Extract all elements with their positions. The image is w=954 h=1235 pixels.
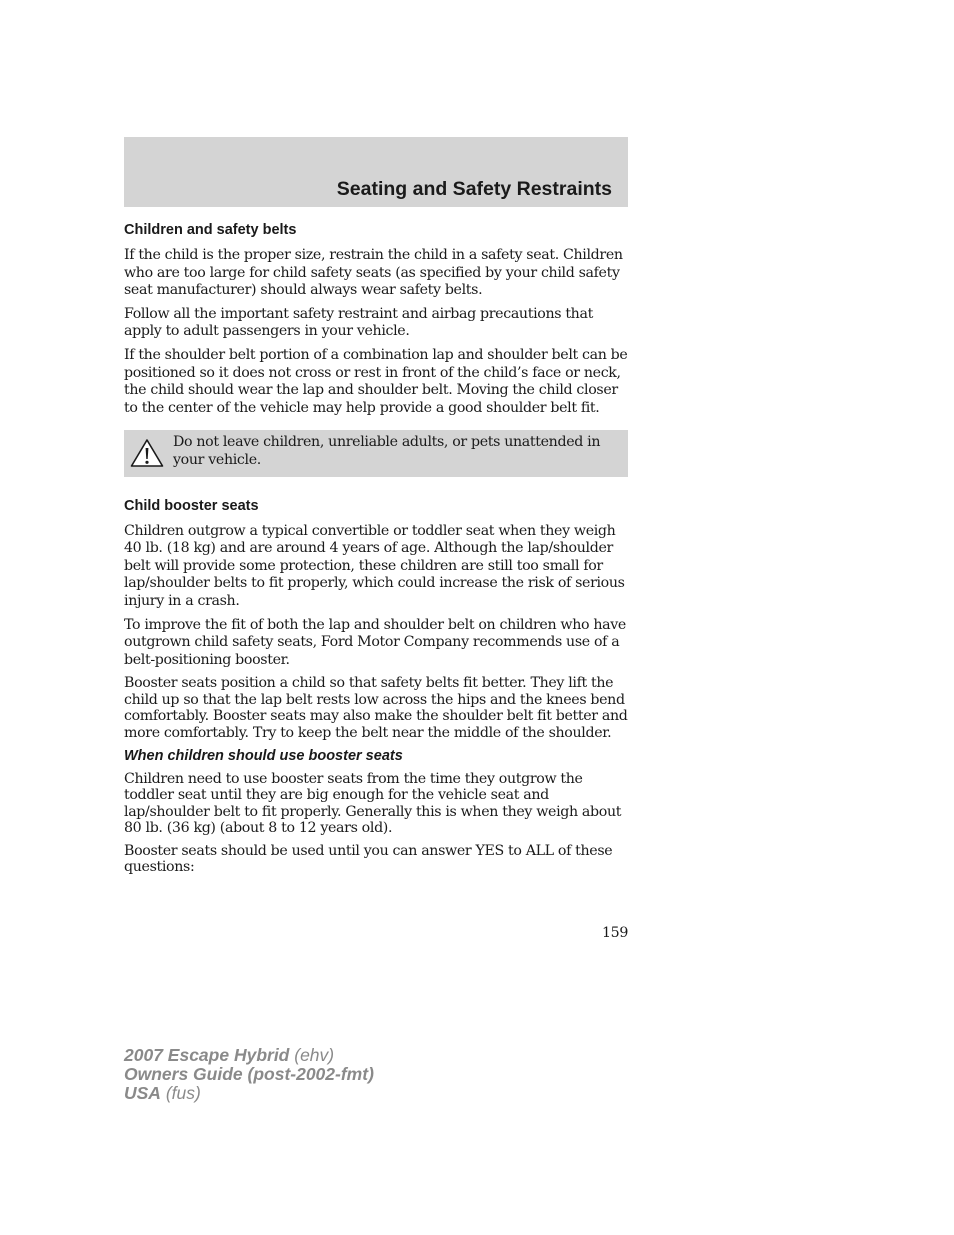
paragraph: Children outgrow a typical convertible or toddler seat when they weigh 40 lb. (18 kg) and are around 4 years of age. Although the lap/shoulder belt will provide some protection, these children are still too small for lap/shoulder belts to fit properly, which could increase the risk of serious injury in a crash.	[124, 522, 625, 609]
footer-line-guide	[124, 1065, 374, 1084]
section-heading-booster-seats: Child booster seats	[124, 497, 259, 514]
warning-text: Do not leave children, unreliable adults, or pets unattended in your vehicle.	[173, 434, 601, 468]
footer-market-code: (fus)	[160, 1083, 201, 1103]
page-number: 159	[601, 925, 628, 941]
footer-model-name: 2007 Escape Hybrid	[124, 1045, 290, 1065]
section-heading-children-belts: Children and safety belts	[124, 222, 297, 238]
subsection-heading-when-booster: When children should use booster seats	[124, 747, 403, 764]
footer-model-code: (ehv)	[289, 1045, 335, 1065]
chapter-title: Seating and Safety Restraints	[336, 178, 612, 200]
paragraph: Booster seats should be used until you can answer YES to ALL of these questions:	[124, 842, 613, 875]
paragraph: To improve the fit of both the lap and shoulder belt on children who have outgrown child safety seats, Ford Motor Company recommends use of a belt-positioning booster.	[124, 616, 626, 668]
chapter-header-band	[124, 137, 628, 207]
page-content	[124, 221, 628, 881]
paragraph: Follow all the important safety restraint and airbag precautions that apply to adult passengers in your vehicle.	[124, 305, 593, 340]
footer-line-model	[124, 1046, 374, 1065]
paragraph: Children need to use booster seats from the time they outgrow the toddler seat until they are big enough for the vehicle seat and lap/shoulder belt to fit properly. Generally this is when they weigh about 80 lb. (36 kg) (about 8 to 12 years old).	[124, 770, 622, 837]
paragraph: If the shoulder belt portion of a combination lap and shoulder belt can be positioned so it does not cross or rest in front of the child’s face or neck, the child should wear the lap and shoulder belt. Moving the child closer to the center of the vehicle may help provide a good shoulder belt fit.	[124, 346, 628, 416]
warning-triangle-icon	[130, 438, 164, 468]
warning-box	[124, 430, 628, 476]
footer-market-name: USA	[124, 1083, 161, 1103]
footer-line-market	[124, 1084, 374, 1103]
paragraph: If the child is the proper size, restrain the child in a safety seat. Children who are too large for child safety seats (as specified by your child safety seat manufacturer) should always wear safety belts.	[124, 247, 623, 299]
paragraph: Booster seats position a child so that safety belts fit better. They lift the child up so that the lap belt rests low across the hips and the knees bend comfortably. Booster seats may also make the shoulder belt fit better and more comfortably. Try to keep the belt near the middle of the shoulder.	[124, 675, 628, 741]
document-footer	[124, 1046, 374, 1103]
footer-guide-name: Owners Guide (post-2002-fmt)	[124, 1064, 374, 1084]
